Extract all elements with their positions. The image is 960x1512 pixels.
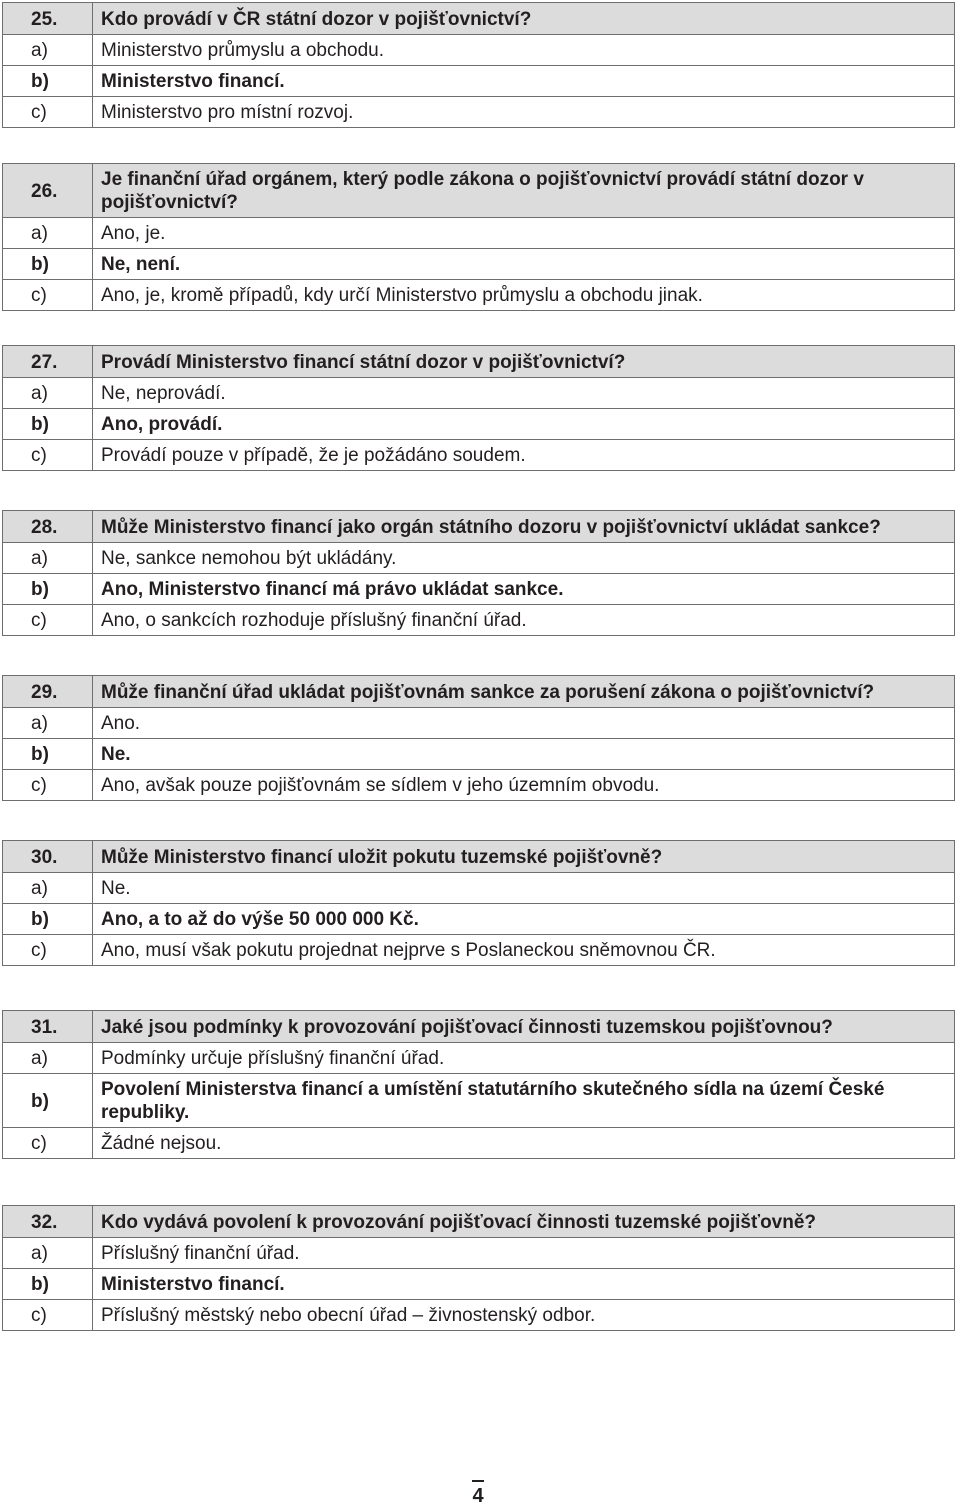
answer-option-row: [3, 543, 955, 574]
answer-text: Ano, o sankcích rozhoduje příslušný finanční úřad.: [93, 605, 955, 636]
answer-letter: a): [3, 873, 93, 904]
answer-letter: c): [3, 97, 93, 128]
question-header-row: [3, 346, 955, 378]
question-block: [2, 840, 955, 966]
answer-option-row: [3, 249, 955, 280]
answer-text: Podmínky určuje příslušný finanční úřad.: [93, 1043, 955, 1074]
answer-text-correct: Ano, provádí.: [93, 409, 955, 440]
answer-option-row: [3, 280, 955, 311]
question-block: [2, 1010, 955, 1159]
answer-letter: a): [3, 35, 93, 66]
answer-letter: b): [3, 1074, 93, 1128]
question-number: 28.: [3, 511, 93, 543]
answer-letter: b): [3, 66, 93, 97]
question-text: Kdo provádí v ČR státní dozor v pojišťovnictví?: [93, 3, 955, 35]
question-number: 29.: [3, 676, 93, 708]
answer-option-row: [3, 66, 955, 97]
page-number-text: 4: [472, 1485, 484, 1507]
answer-option-row: [3, 409, 955, 440]
answer-option-row: [3, 574, 955, 605]
answer-text: Ne, sankce nemohou být ukládány.: [93, 543, 955, 574]
question-number: 32.: [3, 1206, 93, 1238]
answer-option-row: [3, 935, 955, 966]
answer-option-row: [3, 770, 955, 801]
answer-text: Provádí pouze v případě, že je požádáno soudem.: [93, 440, 955, 471]
answer-option-row: [3, 218, 955, 249]
answer-text: Ne, neprovádí.: [93, 378, 955, 409]
answer-letter: c): [3, 935, 93, 966]
answer-text: Ano, musí však pokutu projednat nejprve s Poslaneckou sněmovnou ČR.: [93, 935, 955, 966]
question-number: 27.: [3, 346, 93, 378]
question-block: [2, 2, 955, 128]
question-text: Jaké jsou podmínky k provozování pojišťovací činnosti tuzemskou pojišťovnou?: [93, 1011, 955, 1043]
question-header-row: [3, 3, 955, 35]
answer-option-row: [3, 1300, 955, 1331]
answer-text: Ano.: [93, 708, 955, 739]
question-number: 25.: [3, 3, 93, 35]
answer-letter: a): [3, 1043, 93, 1074]
answer-text: Ano, avšak pouze pojišťovnám se sídlem v jeho územním obvodu.: [93, 770, 955, 801]
answer-letter: b): [3, 574, 93, 605]
answer-letter: c): [3, 280, 93, 311]
question-header-row: [3, 1011, 955, 1043]
answer-text-correct: Ne.: [93, 739, 955, 770]
answer-text-correct: Ano, a to až do výše 50 000 000 Kč.: [93, 904, 955, 935]
answer-option-row: [3, 378, 955, 409]
answer-option-row: [3, 1238, 955, 1269]
answer-option-row: [3, 1043, 955, 1074]
question-text: Kdo vydává povolení k provozování pojišťovací činnosti tuzemské pojišťovně?: [93, 1206, 955, 1238]
question-block: [2, 345, 955, 471]
answer-text-correct: Ministerstvo financí.: [93, 66, 955, 97]
answer-letter: b): [3, 904, 93, 935]
answer-text-correct: Ministerstvo financí.: [93, 1269, 955, 1300]
answer-letter: c): [3, 1300, 93, 1331]
question-number: 26.: [3, 164, 93, 218]
answer-letter: a): [3, 218, 93, 249]
answer-text: Ne.: [93, 873, 955, 904]
answer-text: Žádné nejsou.: [93, 1128, 955, 1159]
question-header-row: [3, 1206, 955, 1238]
answer-option-row: [3, 1074, 955, 1128]
page-number-rule: [472, 1480, 484, 1482]
answer-option-row: [3, 873, 955, 904]
answer-letter: c): [3, 605, 93, 636]
answer-option-row: [3, 739, 955, 770]
question-header-row: [3, 511, 955, 543]
answer-text: Ano, je, kromě případů, kdy určí Ministerstvo průmyslu a obchodu jinak.: [93, 280, 955, 311]
question-header-row: [3, 164, 955, 218]
answer-text-correct: Povolení Ministerstva financí a umístění statutárního skutečného sídla na území České republiky.: [93, 1074, 955, 1128]
answer-letter: a): [3, 378, 93, 409]
answer-letter: a): [3, 543, 93, 574]
question-text: Provádí Ministerstvo financí státní dozor v pojišťovnictví?: [93, 346, 955, 378]
question-header-row: [3, 676, 955, 708]
answer-option-row: [3, 35, 955, 66]
question-header-row: [3, 841, 955, 873]
answer-letter: c): [3, 770, 93, 801]
answer-option-row: [3, 1269, 955, 1300]
page-number: [466, 1484, 490, 1508]
answer-option-row: [3, 605, 955, 636]
answer-letter: a): [3, 708, 93, 739]
answer-option-row: [3, 708, 955, 739]
question-block: [2, 675, 955, 801]
question-block: [2, 1205, 955, 1331]
question-number: 31.: [3, 1011, 93, 1043]
answer-letter: b): [3, 409, 93, 440]
answer-text: Ministerstvo pro místní rozvoj.: [93, 97, 955, 128]
question-text: Je finanční úřad orgánem, který podle zákona o pojišťovnictví provádí státní dozor v pojišťovnictví?: [93, 164, 955, 218]
answer-option-row: [3, 97, 955, 128]
answer-letter: c): [3, 1128, 93, 1159]
answer-letter: b): [3, 739, 93, 770]
answer-letter: a): [3, 1238, 93, 1269]
answer-text: Ministerstvo průmyslu a obchodu.: [93, 35, 955, 66]
answer-option-row: [3, 440, 955, 471]
answer-text: Ano, je.: [93, 218, 955, 249]
answer-letter: c): [3, 440, 93, 471]
answer-option-row: [3, 904, 955, 935]
question-text: Může finanční úřad ukládat pojišťovnám sankce za porušení zákona o pojišťovnictví?: [93, 676, 955, 708]
answer-text: Příslušný finanční úřad.: [93, 1238, 955, 1269]
answer-text-correct: Ano, Ministerstvo financí má právo ukládat sankce.: [93, 574, 955, 605]
question-block: [2, 163, 955, 311]
answer-letter: b): [3, 249, 93, 280]
answer-text: Příslušný městský nebo obecní úřad – živnostenský odbor.: [93, 1300, 955, 1331]
question-text: Může Ministerstvo financí jako orgán státního dozoru v pojišťovnictví ukládat sankce?: [93, 511, 955, 543]
question-number: 30.: [3, 841, 93, 873]
answer-option-row: [3, 1128, 955, 1159]
answer-text-correct: Ne, není.: [93, 249, 955, 280]
answer-letter: b): [3, 1269, 93, 1300]
question-text: Může Ministerstvo financí uložit pokutu tuzemské pojišťovně?: [93, 841, 955, 873]
question-block: [2, 510, 955, 636]
